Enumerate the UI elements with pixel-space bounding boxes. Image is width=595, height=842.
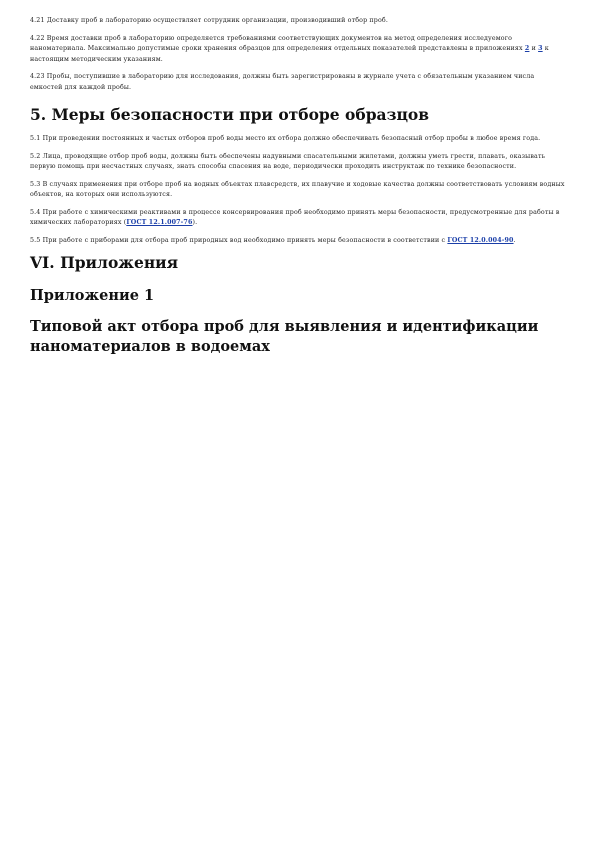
- paragraph-5-4-tail: ).: [192, 219, 198, 226]
- paragraph-5-4: [30, 208, 565, 229]
- paragraph-4-23: 4.23 Пробы, поступившие в лабораторию для исследования, должны быть зарегистрированы в журнале учета с обязательным указанием числа емкостей для каждой пробы.: [30, 73, 535, 91]
- paragraph-5-4-text: 5.4 При работе с химическими реактивами в процессе консервирования проб необходимо принять меры безопасности, предусмотренные для работы в химических лабораториях (: [30, 208, 560, 226]
- paragraph-5-2: 5.2 Лица, проводящие отбор проб воды, должны быть обеспечены надувными спасательными жилетами, должны уметь грести, плавать, оказывать первую помощь при несчастных случаях, знать способы спасения на воде, периодически проходить инструктаж по технике безопасности.: [30, 152, 546, 170]
- appendix-3-link[interactable]: 3: [538, 45, 543, 52]
- gost-12-1-007-76-link[interactable]: ГОСТ 12.1.007-76: [126, 219, 193, 226]
- paragraph-5-5-text: 5.5 При работе с приборами для отбора проб природных вод необходимо принять меры безопасности в соответствии с: [30, 236, 448, 244]
- gost-12-0-004-90-link[interactable]: ГОСТ 12.0.004-90: [447, 236, 514, 244]
- standard-act-heading: Типовой акт отбора проб для выявления и идентификации наноматериалов в водоемах: [30, 318, 539, 355]
- paragraph-4-22-mid: и: [529, 45, 539, 52]
- paragraph-4-22-text: 4.22 Время доставки проб в лабораторию определяется требованиями соответствующих документов на метод определения исследуемого наноматериала. Максимально допустимые сроки хранения образцов для определения отдельных показателей представлены в приложениях: [30, 34, 525, 52]
- paragraph-5-5-tail: .: [513, 236, 516, 244]
- paragraph-5-1: 5.1 При проведении постоянных и частых отборов проб воды место их отбора должно обеспечивать безопасный отбор пробы в любое время года.: [30, 135, 541, 142]
- paragraph-5-5: [30, 236, 565, 247]
- appendix-2-link[interactable]: 2: [524, 45, 530, 52]
- paragraph-4-21: 4.21 Доставку проб в лабораторию осуществляет сотрудник организации, производивший отбор проб.: [30, 17, 388, 24]
- appendix-1-heading: Приложение 1: [30, 287, 155, 304]
- section-5-heading: 5. Меры безопасности при отборе образцов: [30, 105, 430, 124]
- paragraph-5-3: 5.3 В случаях применения при отборе проб на водных объектах плавсредств, их плавучие и ходовые качества должны соответствовать условиям водных объектов, на которых они используются.: [30, 180, 565, 198]
- section-6-heading: VI. Приложения: [30, 253, 179, 272]
- paragraph-4-22-tail: к настоящим методическим указаниям.: [30, 45, 549, 63]
- paragraph-4-22: [30, 34, 565, 66]
